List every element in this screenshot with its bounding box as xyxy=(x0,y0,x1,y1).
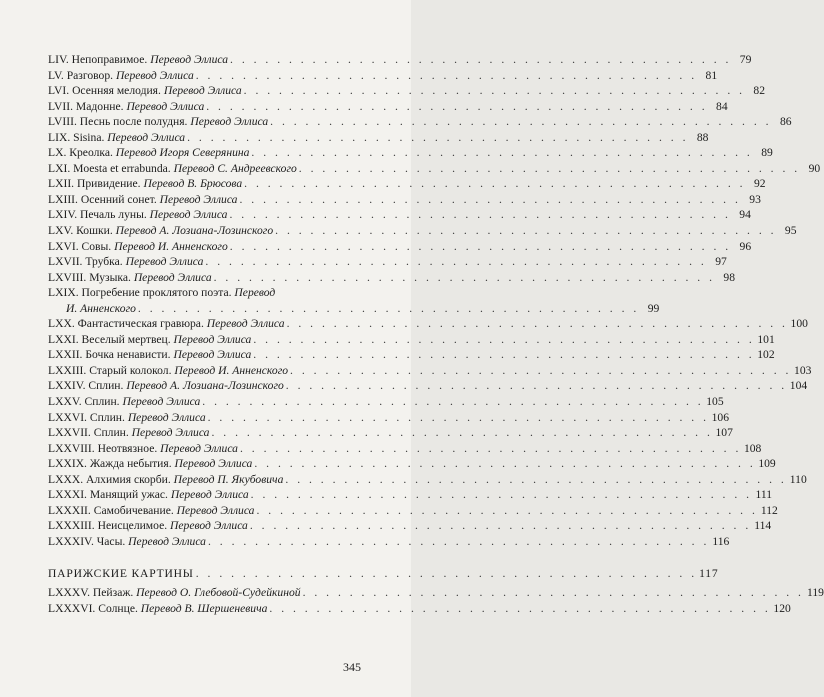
leader-dots xyxy=(208,410,709,426)
entry-page: 92 xyxy=(753,177,766,191)
entry-page: 116 xyxy=(712,534,730,548)
leader-dots xyxy=(138,301,639,317)
leader-dots xyxy=(251,145,752,161)
entry-number: LXIII. xyxy=(48,192,78,206)
entry-page: 88 xyxy=(696,130,709,144)
entry-page: 96 xyxy=(739,239,752,253)
entry-page: 101 xyxy=(757,332,775,346)
entry-number: LV. xyxy=(48,68,64,82)
toc-entry xyxy=(48,472,807,488)
entry-page: 110 xyxy=(789,472,807,486)
entry-number: LVII. xyxy=(48,99,74,113)
toc-entry xyxy=(48,316,808,332)
leader-dots xyxy=(254,456,755,472)
entry-translator: Перевод Эллиса xyxy=(126,99,205,113)
entry-page: 103 xyxy=(794,363,812,377)
entry-translator: Перевод С. Андреевского xyxy=(173,161,297,175)
toc-entry xyxy=(48,83,766,99)
entry-title: Печаль луны. xyxy=(80,208,147,222)
entry-page: 94 xyxy=(739,208,751,222)
entry-translator: Перевод Эллиса xyxy=(133,270,212,284)
leader-dots xyxy=(290,363,791,379)
entry-page: 106 xyxy=(711,410,729,424)
leader-dots xyxy=(187,130,688,146)
leader-dots xyxy=(230,52,731,68)
leader-dots xyxy=(244,176,745,192)
entry-translator: Перевод П. Якубовича xyxy=(173,472,284,486)
toc-entry xyxy=(48,332,775,348)
leader-dots xyxy=(287,316,788,332)
entry-number: LXXXVI. xyxy=(48,601,96,615)
entry-title: Сплин. xyxy=(89,410,125,424)
entry-number: LXV. xyxy=(48,224,74,238)
entry-page: 102 xyxy=(757,348,775,362)
entry-number: LXXIII. xyxy=(48,363,87,377)
leader-dots xyxy=(256,503,757,519)
entry-title: Сплин. xyxy=(93,426,129,440)
entry-title: Сплин. xyxy=(88,379,124,393)
toc-entry xyxy=(48,503,778,519)
entry-page: 89 xyxy=(761,146,773,160)
toc-section-heading xyxy=(48,566,719,582)
toc-entry xyxy=(48,145,773,161)
leader-dots xyxy=(208,534,709,550)
toc-group-2 xyxy=(48,316,812,549)
entry-translator: Перевод В. Брюсова xyxy=(143,177,243,191)
entry-page: 119 xyxy=(806,586,824,600)
entry-translator: Перевод Эллиса xyxy=(176,503,255,517)
entry-number: LXIX. xyxy=(48,286,79,300)
entry-translator: Перевод Эллиса xyxy=(163,84,242,98)
leader-dots xyxy=(230,239,731,255)
entry-number: LIV. xyxy=(48,53,69,66)
entry-title: Бочка ненависти. xyxy=(85,348,171,362)
leader-dots xyxy=(253,347,754,363)
toc-entry xyxy=(48,239,752,255)
leader-dots xyxy=(239,192,740,208)
toc-entry xyxy=(48,601,791,617)
entry-number: LXXVII. xyxy=(48,426,91,440)
leader-dots xyxy=(244,83,745,99)
entry-translator: Перевод xyxy=(234,286,276,300)
entry-page: 95 xyxy=(784,224,797,238)
entry-translator: Перевод О. Глебовой-Судейкиной xyxy=(136,586,301,600)
leader-dots xyxy=(205,254,706,270)
entry-page: 97 xyxy=(715,255,727,269)
toc-entry xyxy=(48,363,812,379)
leader-dots xyxy=(250,518,751,534)
entry-translator: Перевод Эллиса xyxy=(125,255,204,269)
entry-number: LXXV. xyxy=(48,395,82,409)
leader-dots xyxy=(196,566,697,582)
entry-number: LXIV. xyxy=(48,208,78,222)
leader-dots xyxy=(214,270,715,286)
leader-dots xyxy=(251,487,752,503)
entry-number: LIX. xyxy=(48,130,71,144)
leader-dots xyxy=(240,441,741,457)
entry-page: 112 xyxy=(760,503,778,517)
toc-entry xyxy=(48,192,761,208)
entry-number: LXXVIII. xyxy=(48,441,95,455)
entry-title: Часы. xyxy=(96,534,126,548)
entry-page: 114 xyxy=(754,519,772,533)
entry-number: LXXI. xyxy=(48,332,79,346)
entry-translator: Перевод Эллиса xyxy=(149,208,228,222)
leader-dots xyxy=(202,394,703,410)
toc-entry xyxy=(48,130,709,146)
entry-title: Неотвязное. xyxy=(97,441,158,455)
entry-number: LVIII. xyxy=(48,115,77,129)
entry-number: LXXXIV. xyxy=(48,534,94,548)
entry-page: 108 xyxy=(743,441,762,455)
entry-page: 120 xyxy=(773,601,791,615)
page-number: 345 xyxy=(343,660,361,674)
toc-entry xyxy=(48,518,772,534)
toc-entry xyxy=(48,487,773,503)
entry-page: 98 xyxy=(723,270,735,284)
leader-dots xyxy=(196,68,697,84)
entry-number: LXII. xyxy=(48,177,75,191)
leader-dots xyxy=(229,207,730,223)
entry-translator: Перевод Игоря Северянина xyxy=(115,146,250,160)
toc-entry xyxy=(48,114,792,130)
entry-title: Алхимия скорби. xyxy=(86,472,171,486)
entry-title: Солнце. xyxy=(98,601,138,615)
entry-number: LXXX. xyxy=(48,472,84,486)
toc-group-3 xyxy=(48,585,824,616)
toc-entry-lxix xyxy=(48,285,660,316)
entry-translator: Перевод Эллиса xyxy=(190,115,269,129)
entry-title: Пейзаж. xyxy=(92,586,134,600)
entry-number: LXXXI. xyxy=(48,488,87,502)
entry-page: 84 xyxy=(716,99,728,113)
entry-page: 93 xyxy=(749,192,761,206)
entry-number: LXX. xyxy=(48,317,75,331)
entry-number: LXXII. xyxy=(48,348,83,362)
toc-entry xyxy=(48,52,752,68)
leader-dots xyxy=(269,601,770,617)
entry-page: 111 xyxy=(755,488,773,502)
toc-entry xyxy=(48,425,733,441)
toc-entry xyxy=(48,534,730,550)
entry-title: Старый колокол. xyxy=(89,363,172,377)
entry-number: LXVI. xyxy=(48,239,79,253)
entry-page: 99 xyxy=(647,301,660,315)
entry-page: 105 xyxy=(706,395,724,409)
entry-title: Разговор. xyxy=(66,68,114,82)
toc-entry xyxy=(48,441,762,457)
entry-title: Непоправимое. xyxy=(71,53,148,66)
toc-entry xyxy=(48,456,776,472)
entry-translator: Перевод Эллиса xyxy=(170,488,249,502)
leader-dots xyxy=(206,99,707,115)
entry-number: LXXVI. xyxy=(48,410,87,424)
entry-translator: Перевод А. Лозиана-Лозинского xyxy=(126,379,284,393)
entry-translator: Перевод Эллиса xyxy=(128,534,206,548)
entry-translator: Перевод Эллиса xyxy=(170,519,248,533)
entry-number: LX. xyxy=(48,146,67,160)
leader-dots xyxy=(285,472,786,488)
entry-title: Мадонне. xyxy=(75,99,124,113)
entry-page: 81 xyxy=(705,68,718,82)
entry-number: LXXXIII. xyxy=(48,519,95,533)
entry-title: Фантастическая гравюра. xyxy=(77,317,204,331)
entry-translator: Перевод Эллиса xyxy=(115,68,194,82)
toc-entry xyxy=(48,378,808,394)
entry-page: 90 xyxy=(808,161,821,175)
entry-translator: Перевод Эллиса xyxy=(127,410,206,424)
entry-number: LXXXV. xyxy=(48,586,90,600)
entry-page: 79 xyxy=(739,53,752,66)
entry-title: Кошки. xyxy=(76,224,113,238)
entry-translator: Перевод Эллиса xyxy=(173,348,252,362)
toc-entry xyxy=(48,161,821,177)
entry-title: Привидение. xyxy=(76,177,141,191)
entry-title: Трубка. xyxy=(85,255,123,269)
entry-title: Веселый мертвец. xyxy=(81,332,171,346)
entry-page: 86 xyxy=(779,115,792,129)
entry-title: Креолка. xyxy=(69,146,113,160)
entry-title: Песнь после полудня. xyxy=(79,115,188,129)
leader-dots xyxy=(286,378,787,394)
entry-translator: Перевод И. Анненского xyxy=(174,363,289,377)
entry-page: 107 xyxy=(715,426,733,440)
entry-title: Sisina. xyxy=(73,130,105,144)
entry-page: 100 xyxy=(790,317,808,331)
entry-title: Манящий ужас. xyxy=(89,488,168,502)
entry-translator: Перевод Эллиса xyxy=(160,441,238,455)
leader-dots xyxy=(211,425,712,441)
entry-title: Музыка. xyxy=(89,270,131,284)
leader-dots xyxy=(303,585,804,601)
entry-translator: Перевод Эллиса xyxy=(173,332,252,346)
toc-entry xyxy=(48,68,718,84)
toc-entry xyxy=(48,207,751,223)
table-of-contents xyxy=(48,52,824,616)
toc-entry xyxy=(48,99,728,115)
section-title: ПАРИЖСКИЕ КАРТИНЫ xyxy=(48,566,194,580)
toc-entry xyxy=(48,270,735,286)
entry-title: Погребение проклятого поэта. xyxy=(81,286,232,300)
entry-translator: Перевод Эллиса xyxy=(174,457,253,471)
entry-number: LXI. xyxy=(48,161,71,175)
toc-entry xyxy=(48,394,724,410)
entry-translator: Перевод И. Анненского xyxy=(114,239,228,253)
leader-dots xyxy=(270,114,771,130)
entry-number: LXXIX. xyxy=(48,457,87,471)
toc-entry xyxy=(48,254,727,270)
entry-page: 104 xyxy=(789,379,808,393)
entry-number: LXXXII. xyxy=(48,503,91,517)
toc-entry xyxy=(48,347,775,363)
entry-translator: Перевод Эллиса xyxy=(150,53,229,66)
entry-number: LXVIII. xyxy=(48,270,87,284)
entry-translator: Перевод Эллиса xyxy=(159,192,238,206)
entry-translator: Перевод А. Лозиана-Лозинского xyxy=(115,224,274,238)
entry-translator: Перевод Эллиса xyxy=(206,317,285,331)
entry-title: Совы. xyxy=(81,239,112,253)
entry-translator-continued: И. Анненского xyxy=(66,301,136,315)
entry-title: Moesta et errabunda. xyxy=(73,161,171,175)
leader-dots xyxy=(275,223,776,239)
entry-title: Сплин. xyxy=(84,395,120,409)
entry-translator: Перевод Эллиса xyxy=(131,426,210,440)
entry-title: Жажда небытия. xyxy=(89,457,172,471)
toc-entry xyxy=(48,223,797,239)
entry-title: Неисцелимое. xyxy=(97,519,168,533)
leader-dots xyxy=(253,332,754,348)
toc-entry xyxy=(48,410,729,426)
entry-title: Самобичевание. xyxy=(93,503,174,517)
entry-page: 82 xyxy=(753,84,766,98)
toc-group-1 xyxy=(48,52,821,285)
entry-translator: Перевод Эллиса xyxy=(122,395,201,409)
entry-number: LXVII. xyxy=(48,255,83,269)
entry-number: LXXIV. xyxy=(48,379,86,393)
entry-translator: Перевод Эллиса xyxy=(107,130,186,144)
toc-entry xyxy=(48,176,766,192)
entry-title: Осенний сонет. xyxy=(80,192,157,206)
leader-dots xyxy=(299,161,800,177)
toc-entry xyxy=(48,585,824,601)
entry-title: Осенняя мелодия. xyxy=(72,84,161,98)
section-page: 117 xyxy=(699,566,719,580)
entry-number: LVI. xyxy=(48,84,70,98)
entry-translator: Перевод В. Шершеневича xyxy=(140,601,268,615)
entry-page: 109 xyxy=(758,457,776,471)
